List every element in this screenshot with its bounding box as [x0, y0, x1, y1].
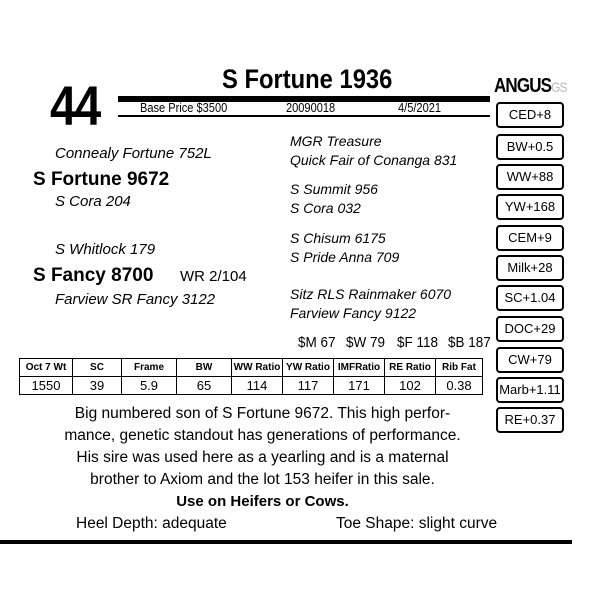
header-oct-wt: Oct 7 Wt [20, 359, 73, 377]
header-ww-ratio: WW Ratio [232, 359, 283, 377]
grandsire-line-5: S Chisum 6175 [290, 230, 386, 246]
description-line-4: brother to Axiom and the lot 153 heifer in this sale. [90, 471, 435, 488]
index-w: $W 79 [346, 334, 386, 351]
epd-cem: CEM+9 [496, 225, 564, 251]
value-rib-fat: 0.38 [436, 377, 483, 395]
description-line-1: Big numbered son of S Fortune 9672. This high perfor- [74, 405, 451, 422]
epd-re: RE+0.37 [496, 407, 564, 433]
dam-note: WR 2/104 [180, 268, 247, 285]
base-price: Base Price $3500 [140, 100, 228, 115]
index-m: $M 67 [298, 334, 336, 351]
value-re-ratio: 102 [385, 377, 436, 395]
epd-doc: DOC+29 [496, 316, 564, 342]
epd-ww: WW+88 [496, 164, 564, 190]
value-sc: 39 [73, 377, 122, 395]
dam: S Fancy 8700 [33, 265, 154, 286]
value-frame: 5.9 [122, 377, 177, 395]
header-frame: Frame [122, 359, 177, 377]
epd-ced: CED+8 [496, 102, 564, 128]
angus-logo: ANGUSGS [494, 75, 567, 97]
header-sc: SC [73, 359, 122, 377]
header-yw-ratio: YW Ratio [283, 359, 334, 377]
grandsire-line-7: Sitz RLS Rainmaker 6070 [290, 286, 452, 302]
footer-rule [0, 540, 572, 544]
grandsire-line-3: S Summit 956 [290, 181, 378, 197]
header-re-ratio: RE Ratio [385, 359, 436, 377]
header-rib-fat: Rib Fat [436, 359, 483, 377]
value-imf-ratio: 171 [334, 377, 385, 395]
grandsire-line-8: Farview Fancy 9122 [290, 305, 417, 321]
description-line-2: mance, genetic standout has generations of performance. [64, 427, 461, 444]
lot-number: 44 [50, 74, 100, 137]
sire: S Fortune 9672 [33, 169, 170, 190]
animal-name: S Fortune 1936 [222, 64, 393, 94]
index-f: $F 118 [397, 334, 439, 351]
birth-date: 4/5/2021 [398, 100, 442, 115]
value-yw-ratio: 117 [283, 377, 334, 395]
header-imf-ratio: IMFRatio [334, 359, 385, 377]
toe-shape: Toe Shape: slight curve [336, 515, 498, 532]
epd-marb: Marb+1.11 [496, 377, 564, 403]
registration-number: 20090018 [286, 100, 336, 115]
epd-milk: Milk+28 [496, 255, 564, 281]
heel-depth: Heel Depth: adequate [76, 515, 227, 532]
usage-note: Use on Heifers or Cows. [176, 493, 349, 510]
sire-dam: S Cora 204 [55, 193, 131, 210]
grandsire-line-2: Quick Fair of Conanga 831 [290, 152, 458, 168]
dam-sire: S Whitlock 179 [55, 241, 156, 258]
value-oct-wt: 1550 [20, 377, 73, 395]
epd-yw: YW+168 [496, 194, 564, 220]
value-ww-ratio: 114 [232, 377, 283, 395]
epd-cw: CW+79 [496, 347, 564, 373]
meta-rule [118, 115, 490, 117]
grandsire-line-4: S Cora 032 [290, 200, 361, 216]
index-b: $B 187 [448, 334, 491, 351]
value-bw: 65 [177, 377, 232, 395]
sire-sire: Connealy Fortune 752L [55, 145, 212, 162]
epd-bw: BW+0.5 [496, 134, 564, 160]
description-line-3: His sire was used here as a yearling and is a maternal [76, 449, 449, 466]
epd-sc: SC+1.04 [496, 285, 564, 311]
dam-dam: Farview SR Fancy 3122 [55, 291, 216, 308]
performance-table [19, 358, 483, 395]
header-bw: BW [177, 359, 232, 377]
grandsire-line-1: MGR Treasure [290, 133, 382, 149]
grandsire-line-6: S Pride Anna 709 [290, 249, 400, 265]
